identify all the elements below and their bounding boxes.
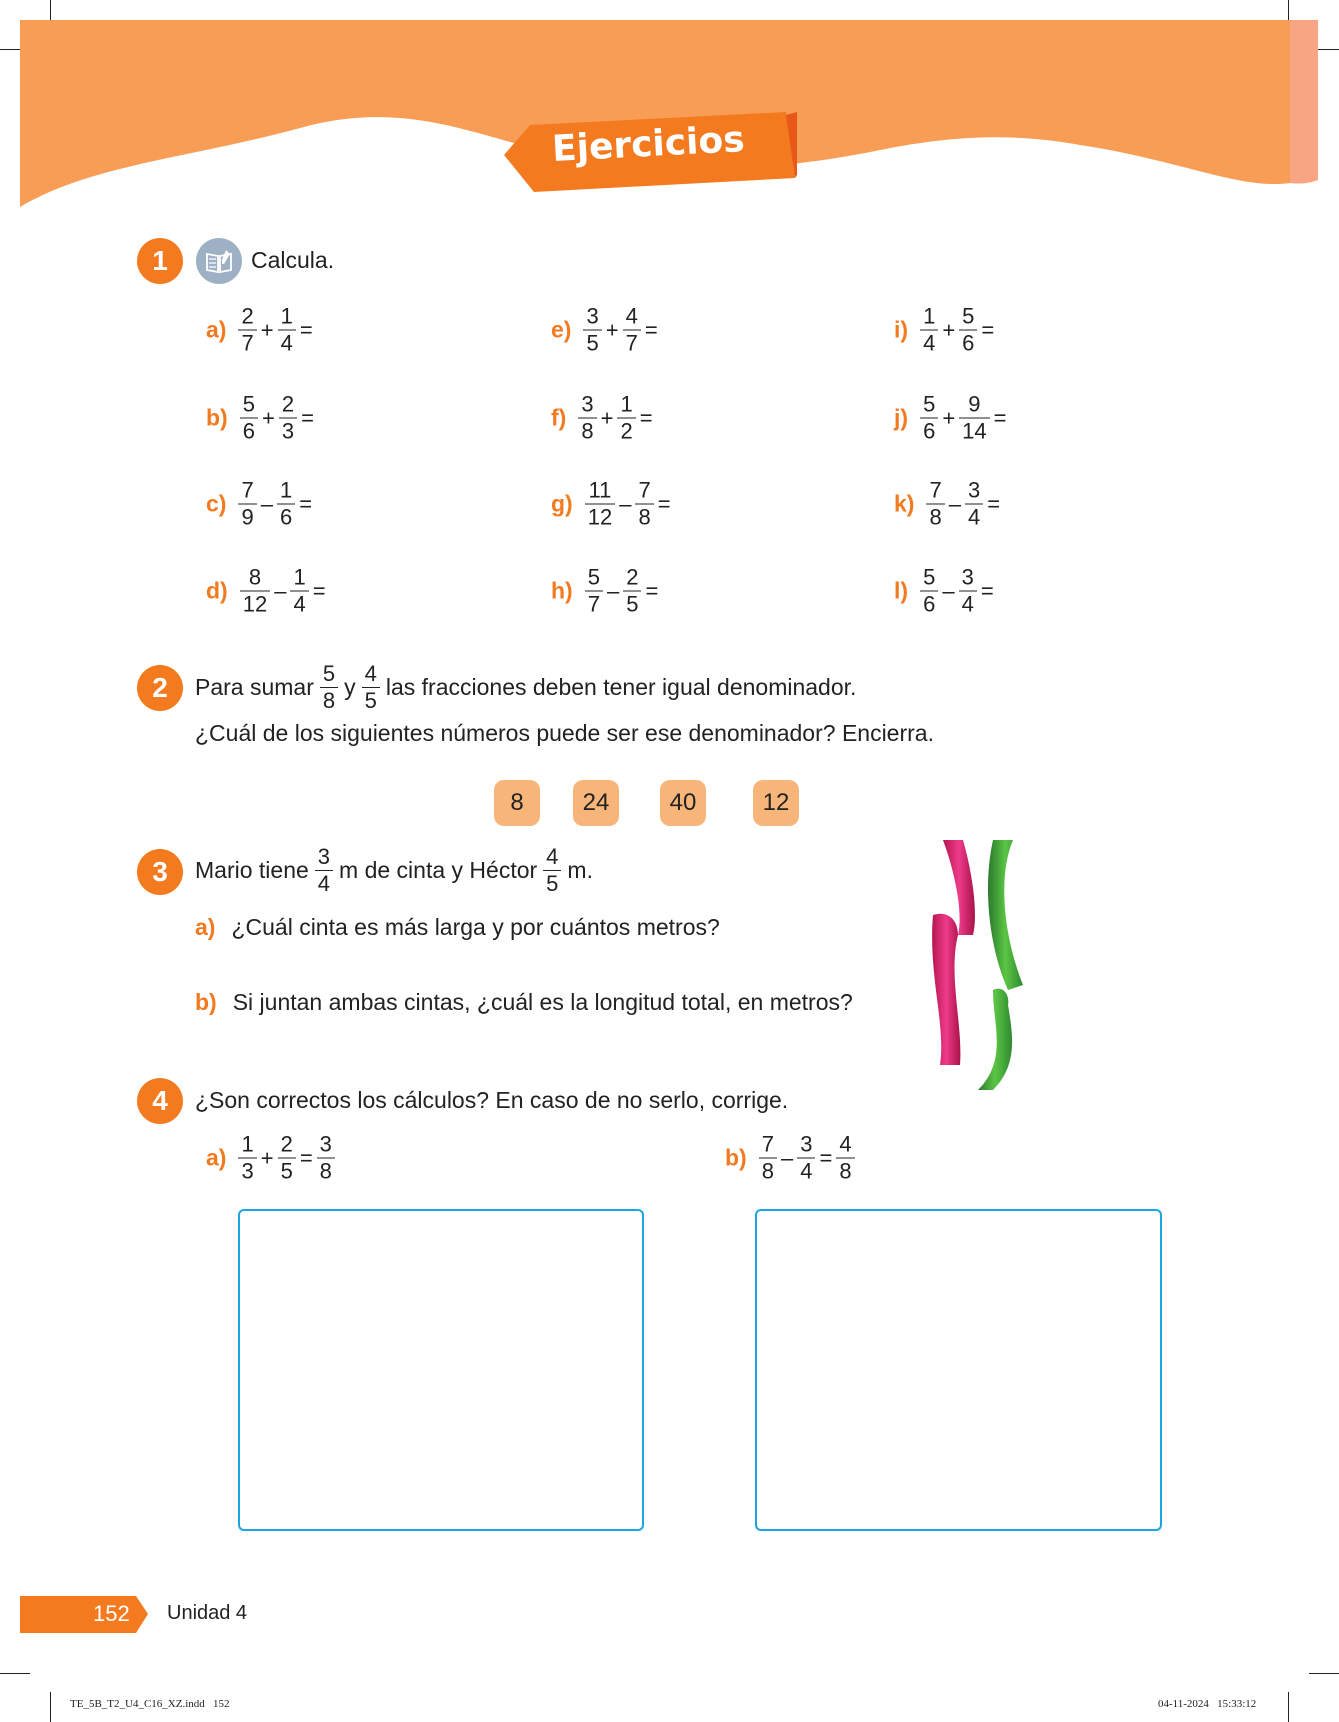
denominator: 8: [578, 418, 596, 443]
numerator: 11: [588, 477, 612, 503]
page-title: Ejercicios: [551, 118, 746, 171]
exercise-4-item: [206, 1131, 335, 1184]
ribbons-illustration: [928, 835, 1038, 1097]
text: m de cinta y Héctor: [339, 857, 538, 883]
fraction: [617, 391, 635, 444]
exercise-number-2: 2: [137, 665, 183, 711]
fraction: [278, 1131, 296, 1184]
operator: –: [274, 578, 287, 603]
operator: –: [260, 491, 273, 516]
numerator: 1: [620, 391, 633, 417]
equals-sign: =: [299, 491, 313, 516]
exercise-3b: [195, 989, 853, 1016]
fraction: [585, 564, 603, 617]
denominator: 2: [617, 418, 635, 443]
exercise-1-item: [206, 303, 313, 356]
denominator: 12: [585, 504, 615, 529]
item-label: k): [894, 490, 915, 517]
exercise-number-4: 4: [137, 1078, 183, 1124]
equals-sign: =: [301, 405, 314, 430]
denominator: 6: [920, 418, 938, 443]
operator: +: [260, 317, 274, 342]
fraction: [920, 303, 938, 356]
page-number-tag: [20, 1596, 150, 1633]
exercise-1-item: [894, 391, 1007, 444]
numerator: 2: [626, 564, 639, 590]
equals-sign: =: [980, 578, 994, 603]
numerator: 7: [929, 477, 942, 503]
fraction: [578, 391, 596, 444]
numerator: 5: [962, 303, 975, 329]
numerator: 5: [923, 564, 936, 590]
numerator: 1: [293, 564, 306, 590]
answer-box-a[interactable]: [238, 1209, 644, 1531]
equals-sign: =: [644, 317, 658, 342]
denominator: 6: [959, 330, 977, 355]
fraction: [836, 1131, 854, 1184]
exercise-1-item: [551, 564, 659, 617]
equals-sign: =: [639, 405, 653, 430]
item-label: d): [206, 577, 228, 604]
exercise-1-item: [551, 477, 671, 530]
option-8[interactable]: 8: [494, 780, 540, 826]
question-text: ¿Cuál cinta es más larga y por cuántos metros?: [231, 914, 720, 940]
fraction: [315, 846, 333, 895]
item-label: g): [551, 490, 573, 517]
option-24[interactable]: 24: [573, 780, 619, 826]
numerator: 3: [581, 391, 594, 417]
text: Mario tiene: [195, 857, 309, 883]
equals-sign: =: [993, 405, 1007, 430]
text: Para sumar: [195, 674, 314, 700]
item-label: j): [894, 404, 909, 431]
fraction: [317, 1131, 335, 1184]
unit-label: Unidad 4: [167, 1602, 248, 1624]
question-text: Si juntan ambas cintas, ¿cuál es la longitud total, en metros?: [232, 989, 853, 1015]
operator: +: [600, 405, 614, 430]
operator: –: [780, 1145, 794, 1170]
numerator: 4: [839, 1131, 852, 1157]
numerator: 2: [280, 1131, 293, 1157]
numerator: 4: [546, 844, 559, 869]
numerator: 7: [638, 477, 651, 503]
numerator: 3: [317, 844, 331, 869]
denominator: 3: [238, 1158, 256, 1183]
fraction: [585, 477, 615, 530]
exercise-1-instruction: Calcula.: [251, 247, 335, 273]
denominator: 12: [240, 591, 270, 616]
denominator: 5: [583, 330, 601, 355]
numerator: 3: [961, 564, 974, 590]
denominator: 9: [238, 504, 256, 529]
fraction: [362, 663, 380, 712]
fraction: [623, 303, 641, 356]
numerator: 7: [761, 1131, 774, 1157]
fraction: [240, 391, 258, 444]
numerator: 4: [625, 303, 638, 329]
operator: +: [942, 405, 956, 430]
equals-sign: =: [981, 317, 995, 342]
denominator: 5: [623, 591, 641, 616]
fraction: [759, 1131, 777, 1184]
numerator: 4: [364, 661, 377, 686]
operator: +: [261, 405, 275, 430]
denominator: 7: [585, 591, 603, 616]
item-label: a): [195, 914, 216, 940]
numerator: 3: [800, 1131, 813, 1157]
item-label: b): [725, 1144, 747, 1171]
numerator: 1: [280, 303, 293, 329]
numerator: 9: [968, 391, 981, 417]
exercise-1-item: [894, 477, 1001, 530]
text: las fracciones deben tener igual denominador.: [385, 674, 857, 700]
item-label: f): [551, 404, 567, 431]
exercise-1-item: [206, 477, 313, 530]
numerator: 8: [248, 564, 262, 590]
slug-date: 04-11-2024 15:33:12: [1158, 1698, 1257, 1710]
item-label: i): [894, 316, 909, 343]
operator: –: [606, 578, 620, 603]
exercise-3-statement: [195, 846, 593, 895]
item-label: l): [894, 577, 909, 604]
exercise-1-item: [551, 391, 653, 444]
numerator: 5: [322, 661, 336, 686]
denominator: 8: [836, 1158, 854, 1183]
numerator: 1: [279, 477, 293, 503]
exercise-1-item: [206, 391, 314, 444]
exercise-4-instruction: ¿Son correctos los cálculos? En caso de no serlo, corrige.: [195, 1087, 789, 1113]
exercise-2-line2: ¿Cuál de los siguientes números puede ser ese denominador? Encierra.: [195, 720, 934, 746]
operator: +: [260, 1145, 274, 1170]
fraction: [797, 1131, 815, 1184]
crop-mark: [1309, 1673, 1339, 1674]
fraction: [277, 477, 295, 530]
item-label: b): [195, 989, 217, 1015]
numerator: 3: [586, 303, 599, 329]
item-label: e): [551, 316, 572, 343]
fraction: [279, 391, 297, 444]
numerator: 2: [281, 391, 295, 417]
denominator: 4: [920, 330, 938, 355]
denominator: 8: [317, 1158, 335, 1183]
text: m.: [567, 857, 593, 883]
numerator: 5: [587, 564, 600, 590]
fraction: [959, 303, 977, 356]
numerator: 3: [319, 1131, 332, 1157]
operator: +: [605, 317, 619, 342]
equals-sign: =: [299, 1145, 313, 1170]
fraction: [238, 303, 256, 356]
denominator: 5: [543, 870, 561, 895]
denominator: 5: [362, 687, 380, 712]
denominator: 3: [279, 418, 297, 443]
fraction: [240, 564, 270, 617]
denominator: 4: [965, 504, 983, 529]
numerator: 7: [241, 477, 254, 503]
crop-mark: [50, 1692, 51, 1722]
denominator: 7: [238, 330, 256, 355]
exercise-number-3: 3: [137, 849, 183, 895]
operator: +: [942, 317, 956, 342]
denominator: 4: [797, 1158, 815, 1183]
fraction: [920, 564, 938, 617]
answer-box-b[interactable]: [755, 1209, 1162, 1531]
exercise-number-1: 1: [137, 238, 183, 284]
equals-sign: =: [299, 317, 313, 342]
exercise-4-item: [725, 1131, 855, 1184]
fraction: [926, 477, 944, 530]
book-pencil-icon: [196, 238, 242, 284]
denominator: 6: [277, 504, 295, 529]
item-label: a): [206, 1144, 227, 1171]
equals-sign: =: [987, 491, 1001, 516]
fraction: [920, 391, 938, 444]
denominator: 6: [920, 591, 938, 616]
crop-mark: [1288, 1692, 1289, 1722]
exercise-1-item: [894, 564, 994, 617]
operator: –: [942, 578, 955, 603]
item-label: a): [206, 316, 227, 343]
option-12[interactable]: 12: [753, 780, 799, 826]
denominator: 8: [635, 504, 653, 529]
fraction: [238, 477, 256, 530]
numerator: 1: [923, 303, 936, 329]
option-40[interactable]: 40: [660, 780, 706, 826]
numerator: 5: [923, 391, 936, 417]
fraction: [543, 846, 561, 895]
denominator: 7: [623, 330, 641, 355]
exercise-3a: [195, 914, 720, 941]
equals-sign: =: [312, 578, 326, 603]
fraction: [965, 477, 983, 530]
denominator: 14: [959, 418, 989, 443]
operator: –: [948, 491, 961, 516]
header-wave-band: [0, 0, 1339, 220]
numerator: 5: [242, 391, 255, 417]
item-label: h): [551, 577, 573, 604]
fraction: [278, 303, 296, 356]
denominator: 4: [315, 870, 333, 895]
denominator: 6: [240, 418, 258, 443]
fraction: [583, 303, 601, 356]
fraction: [320, 663, 338, 712]
exercise-1-item: [894, 303, 995, 356]
fraction: [238, 1131, 256, 1184]
numerator: 1: [241, 1131, 254, 1157]
denominator: 4: [278, 330, 296, 355]
crop-mark: [0, 1673, 30, 1674]
equals-sign: =: [657, 491, 671, 516]
numerator: 3: [967, 477, 981, 503]
denominator: 4: [290, 591, 308, 616]
fraction: [635, 477, 653, 530]
equals-sign: =: [645, 578, 659, 603]
exercise-1-item: [551, 303, 658, 356]
fraction: [959, 391, 989, 444]
item-label: c): [206, 490, 227, 517]
denominator: 8: [320, 687, 338, 712]
item-label: b): [206, 404, 228, 431]
fraction: [290, 564, 308, 617]
fraction: [623, 564, 641, 617]
exercise-2-line1: [195, 663, 856, 712]
page-number: 152: [93, 1601, 130, 1626]
text: y: [344, 674, 356, 700]
exercise-1-item: [206, 564, 326, 617]
denominator: 5: [278, 1158, 296, 1183]
equals-sign: =: [819, 1145, 833, 1170]
denominator: 8: [759, 1158, 777, 1183]
fraction: [959, 564, 977, 617]
denominator: 8: [926, 504, 944, 529]
denominator: 4: [959, 591, 977, 616]
operator: –: [619, 491, 632, 516]
slug-file: TE_5B_T2_U4_C16_XZ.indd 152: [70, 1698, 230, 1710]
numerator: 2: [241, 303, 254, 329]
